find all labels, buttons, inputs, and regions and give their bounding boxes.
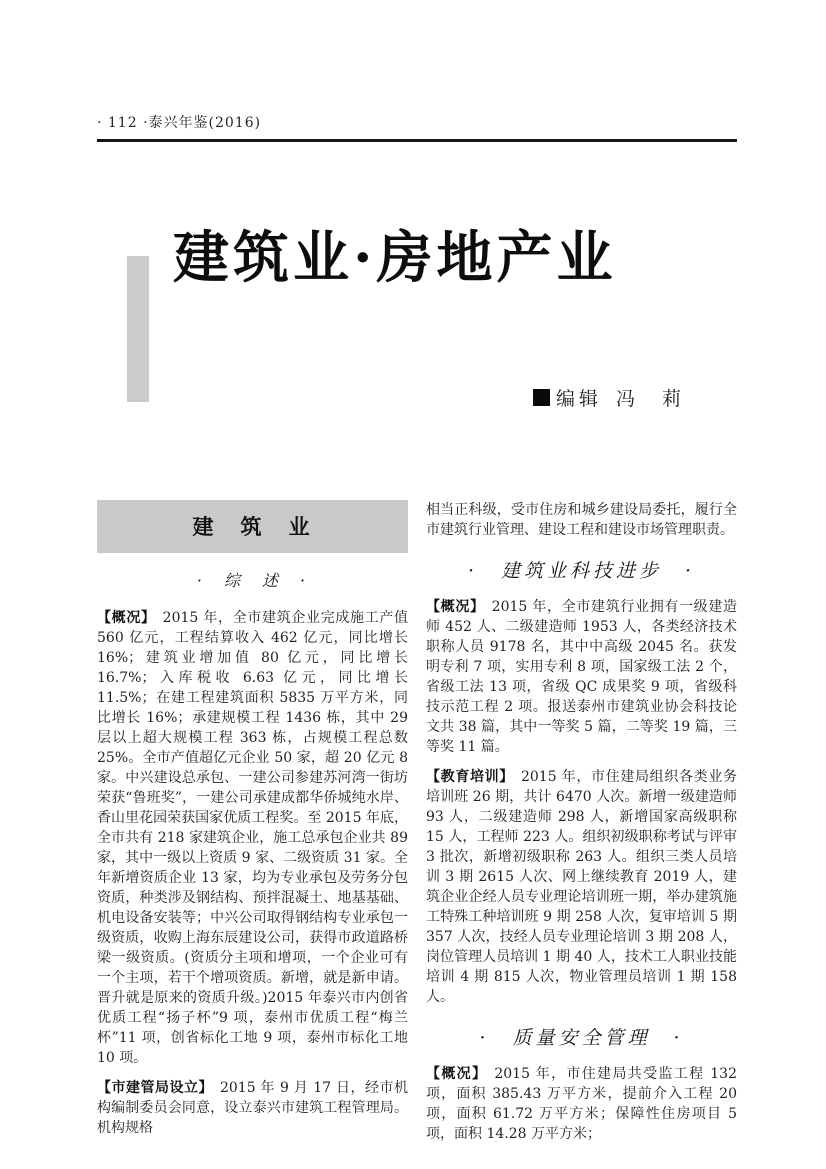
entry-label: 【概况】 [426, 599, 485, 615]
chapter-title-block [97, 225, 737, 424]
entry-text: 2015 年，市住建局共受监工程 132 项，面积 385.43 万平方米，提前介入工程 20 项，面积 61.72 万平方米；保障性住房项目 5 项，面积 14.28 万平方米； [426, 1066, 737, 1142]
paragraph-continuation: 相当正科级，受市住房和城乡建设局委托，履行全市建筑行业管理、建设工程和建设市场管理职责。 [426, 502, 737, 538]
subsection-heading-technology-progress: · 建筑业科技进步 · [467, 560, 696, 582]
entry-text: 2015 年，全市建筑企业完成施工产值 560 亿元，工程结算收入 462 亿元，同比增长 16%；建筑业增加值 80 亿元，同比增长 16.7%；入库税收 6.63 亿元，同比增长 11.5%；在建工程建筑面积 5835 万平方米，同比增长 16%；承建规模工程 1436 栋，其中 29 层以上超大规模工程 363 栋，占规模工程总数 25%。全市产值超亿元企业 50 家，超 20 亿元 8 家。中兴建设总承包、一建公司参建苏河湾一街坊荣获“鲁班奖”，一建公司承建成都华侨城纯水岸、香山里花园荣获国家优质工程奖。至 2015 年底，全市共有 218 家建筑企业，施工总承包企业共 89 家，其中一级以上资质 9 家、二级资质 31 家。全年新增资质企业 13 家，均为专业承包及劳务分包资质，种类涉及钢结构、预拌混凝土、地基基础、机电设备安装等；中兴公司取得钢结构专业承包一级资质，收购上海东辰建设公司，获得市政道路桥梁一级资质。(资质分主项和增项，一个企业可有一个主项，若干个增项资质。新增，就是新申请。晋升就是原来的资质升级。)2015 年泰兴市内创省优质工程“扬子杯”9 项，泰州市优质工程“梅兰杯”11 项，创省标化工地 9 项，泰州市标化工地 10 项。 [97, 610, 408, 1066]
subsection-heading-quality-safety: · 质量安全管理 · [479, 1027, 684, 1049]
entry-label: 【概况】 [426, 1066, 488, 1082]
two-column-body [97, 500, 737, 1154]
black-square-icon [533, 389, 550, 406]
entry-label: 【市建管局设立】 [97, 1080, 213, 1096]
right-column [426, 500, 737, 1154]
entry-label: 【概况】 [97, 610, 156, 626]
editor-label: 编辑 [555, 388, 602, 410]
left-column [97, 500, 408, 1148]
page-folio: · 112 ·泰兴年鉴(2016) [97, 115, 262, 131]
paragraph-tech-general [426, 597, 737, 757]
entry-label: 【教育培训】 [426, 769, 514, 785]
paragraph-education-training [426, 767, 737, 1007]
entry-text: 2015 年，全市建筑行业拥有一级建造师 452 人、二级建造师 1953 人，各类经济技术职称人员 9178 名，其中中高级 2045 名。获发明专利 7 项，实用专利 8 项，国家级工法 2 个，省级工法 13 项，省级 QC 成果奖 9 项，省级科技示范工程 2 项。报送泰州市建筑业协会科技论文共 38 篇，其中一等奖 5 篇，二等奖 19 篇，三等奖 11 篇。 [426, 599, 737, 755]
section-header-construction: 建 筑 业 [97, 500, 408, 553]
paragraph-bureau-establishment [97, 1078, 408, 1138]
header-rule [97, 139, 737, 142]
subsection-heading-overview: · 综 述 · [196, 571, 309, 590]
title-accent-bar [127, 256, 149, 402]
editor-name: 冯 莉 [615, 388, 685, 410]
chapter-title: 建筑业·房地产业 [173, 225, 617, 291]
paragraph-general-situation [97, 608, 408, 1068]
entry-text: 2015 年 9 月 17 日，经市机构编制委员会同意，设立泰兴市建筑工程管理局。机构规格 [97, 1080, 409, 1136]
editor-line [533, 384, 685, 411]
paragraph-quality-general [426, 1064, 737, 1144]
entry-text: 2015 年，市住建局组织各类业务培训班 26 期，共计 6470 人次。新增一级建造师 93 人，二级建造师 298 人，新增国家高级职称 15 人，工程师 223 人。组织初级职称考试与评审 3 批次，新增初级职称 263 人。组织三类人员培训 3 期 2615 人次、网上继续教育 2019 人，建筑企业企经人员专业理论培训班一期，举办建筑施工特殊工种培训班 9 期 258 人次，复审培训 5 期 357 人次，技经人员专业理论培训 3 期 208 人，岗位管理人员培训 1 期 40 人，技术工人职业技能培训 4 期 815 人次，物业管理员培训 1 期 158 人。 [426, 769, 737, 1005]
